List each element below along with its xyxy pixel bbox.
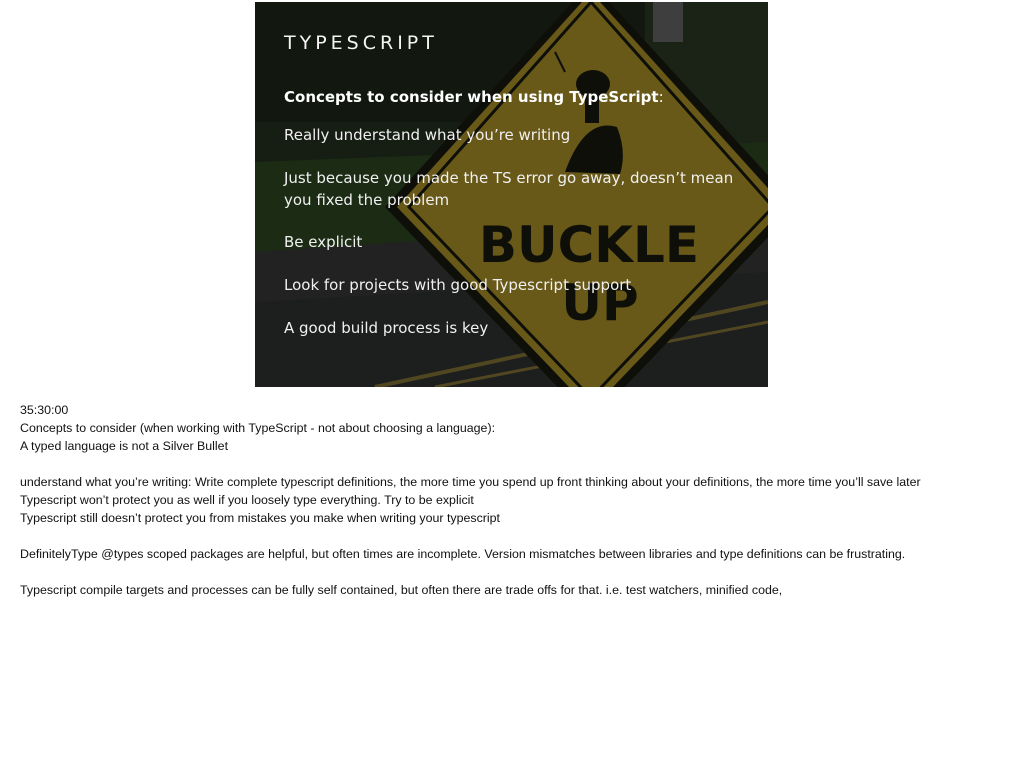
- slide-intro-colon: :: [658, 88, 664, 106]
- slide-bullet: Just because you made the TS error go away, doesn’t mean you fixed the problem: [284, 169, 734, 209]
- slide-bullet: Be explicit: [284, 233, 363, 251]
- speaker-notes: [20, 401, 1010, 599]
- notes-blank-line: [20, 455, 1010, 473]
- slide-content: [284, 28, 754, 360]
- slide-intro-bold: Concepts to consider when using TypeScript: [284, 88, 659, 106]
- slide-bullet: A good build process is key: [284, 319, 489, 337]
- notes-line: Typescript compile targets and processes can be fully self contained, but often there are trade offs for that. i.e. test watchers, minified code,: [20, 583, 783, 597]
- slide-bullet: Really understand what you’re writing: [284, 126, 571, 144]
- notes-timestamp: 35:30:00: [20, 403, 69, 417]
- slide-intro: [284, 86, 754, 108]
- notes-line: Typescript won’t protect you as well if you loosely type everything. Try to be explicit: [20, 493, 474, 507]
- notes-blank-line: [20, 527, 1010, 545]
- notes-line: A typed language is not a Silver Bullet: [20, 439, 229, 453]
- notes-blank-line: [20, 563, 1010, 581]
- slide-title: TYPESCRIPT: [284, 32, 438, 54]
- notes-line: Typescript still doesn’t protect you from mistakes you make when writing your typescript: [20, 511, 500, 525]
- svg-text:UP: UP: [561, 274, 639, 332]
- slide-thumbnail: [255, 2, 768, 387]
- notes-line: Concepts to consider (when working with TypeScript - not about choosing a language):: [20, 421, 496, 435]
- slide-bullet-list: [284, 124, 754, 339]
- notes-line: understand what you’re writing: Write complete typescript definitions, the more time you spend up front thinking about your definitions, the more time you’ll save later: [20, 475, 921, 489]
- slide-bullet: Look for projects with good Typescript support: [284, 276, 632, 294]
- svg-text:BUCKLE: BUCKLE: [478, 216, 700, 274]
- notes-line: DefinitelyType @types scoped packages are helpful, but often times are incomplete. Version mismatches between libraries and type definitions can be frustrating.: [20, 547, 906, 561]
